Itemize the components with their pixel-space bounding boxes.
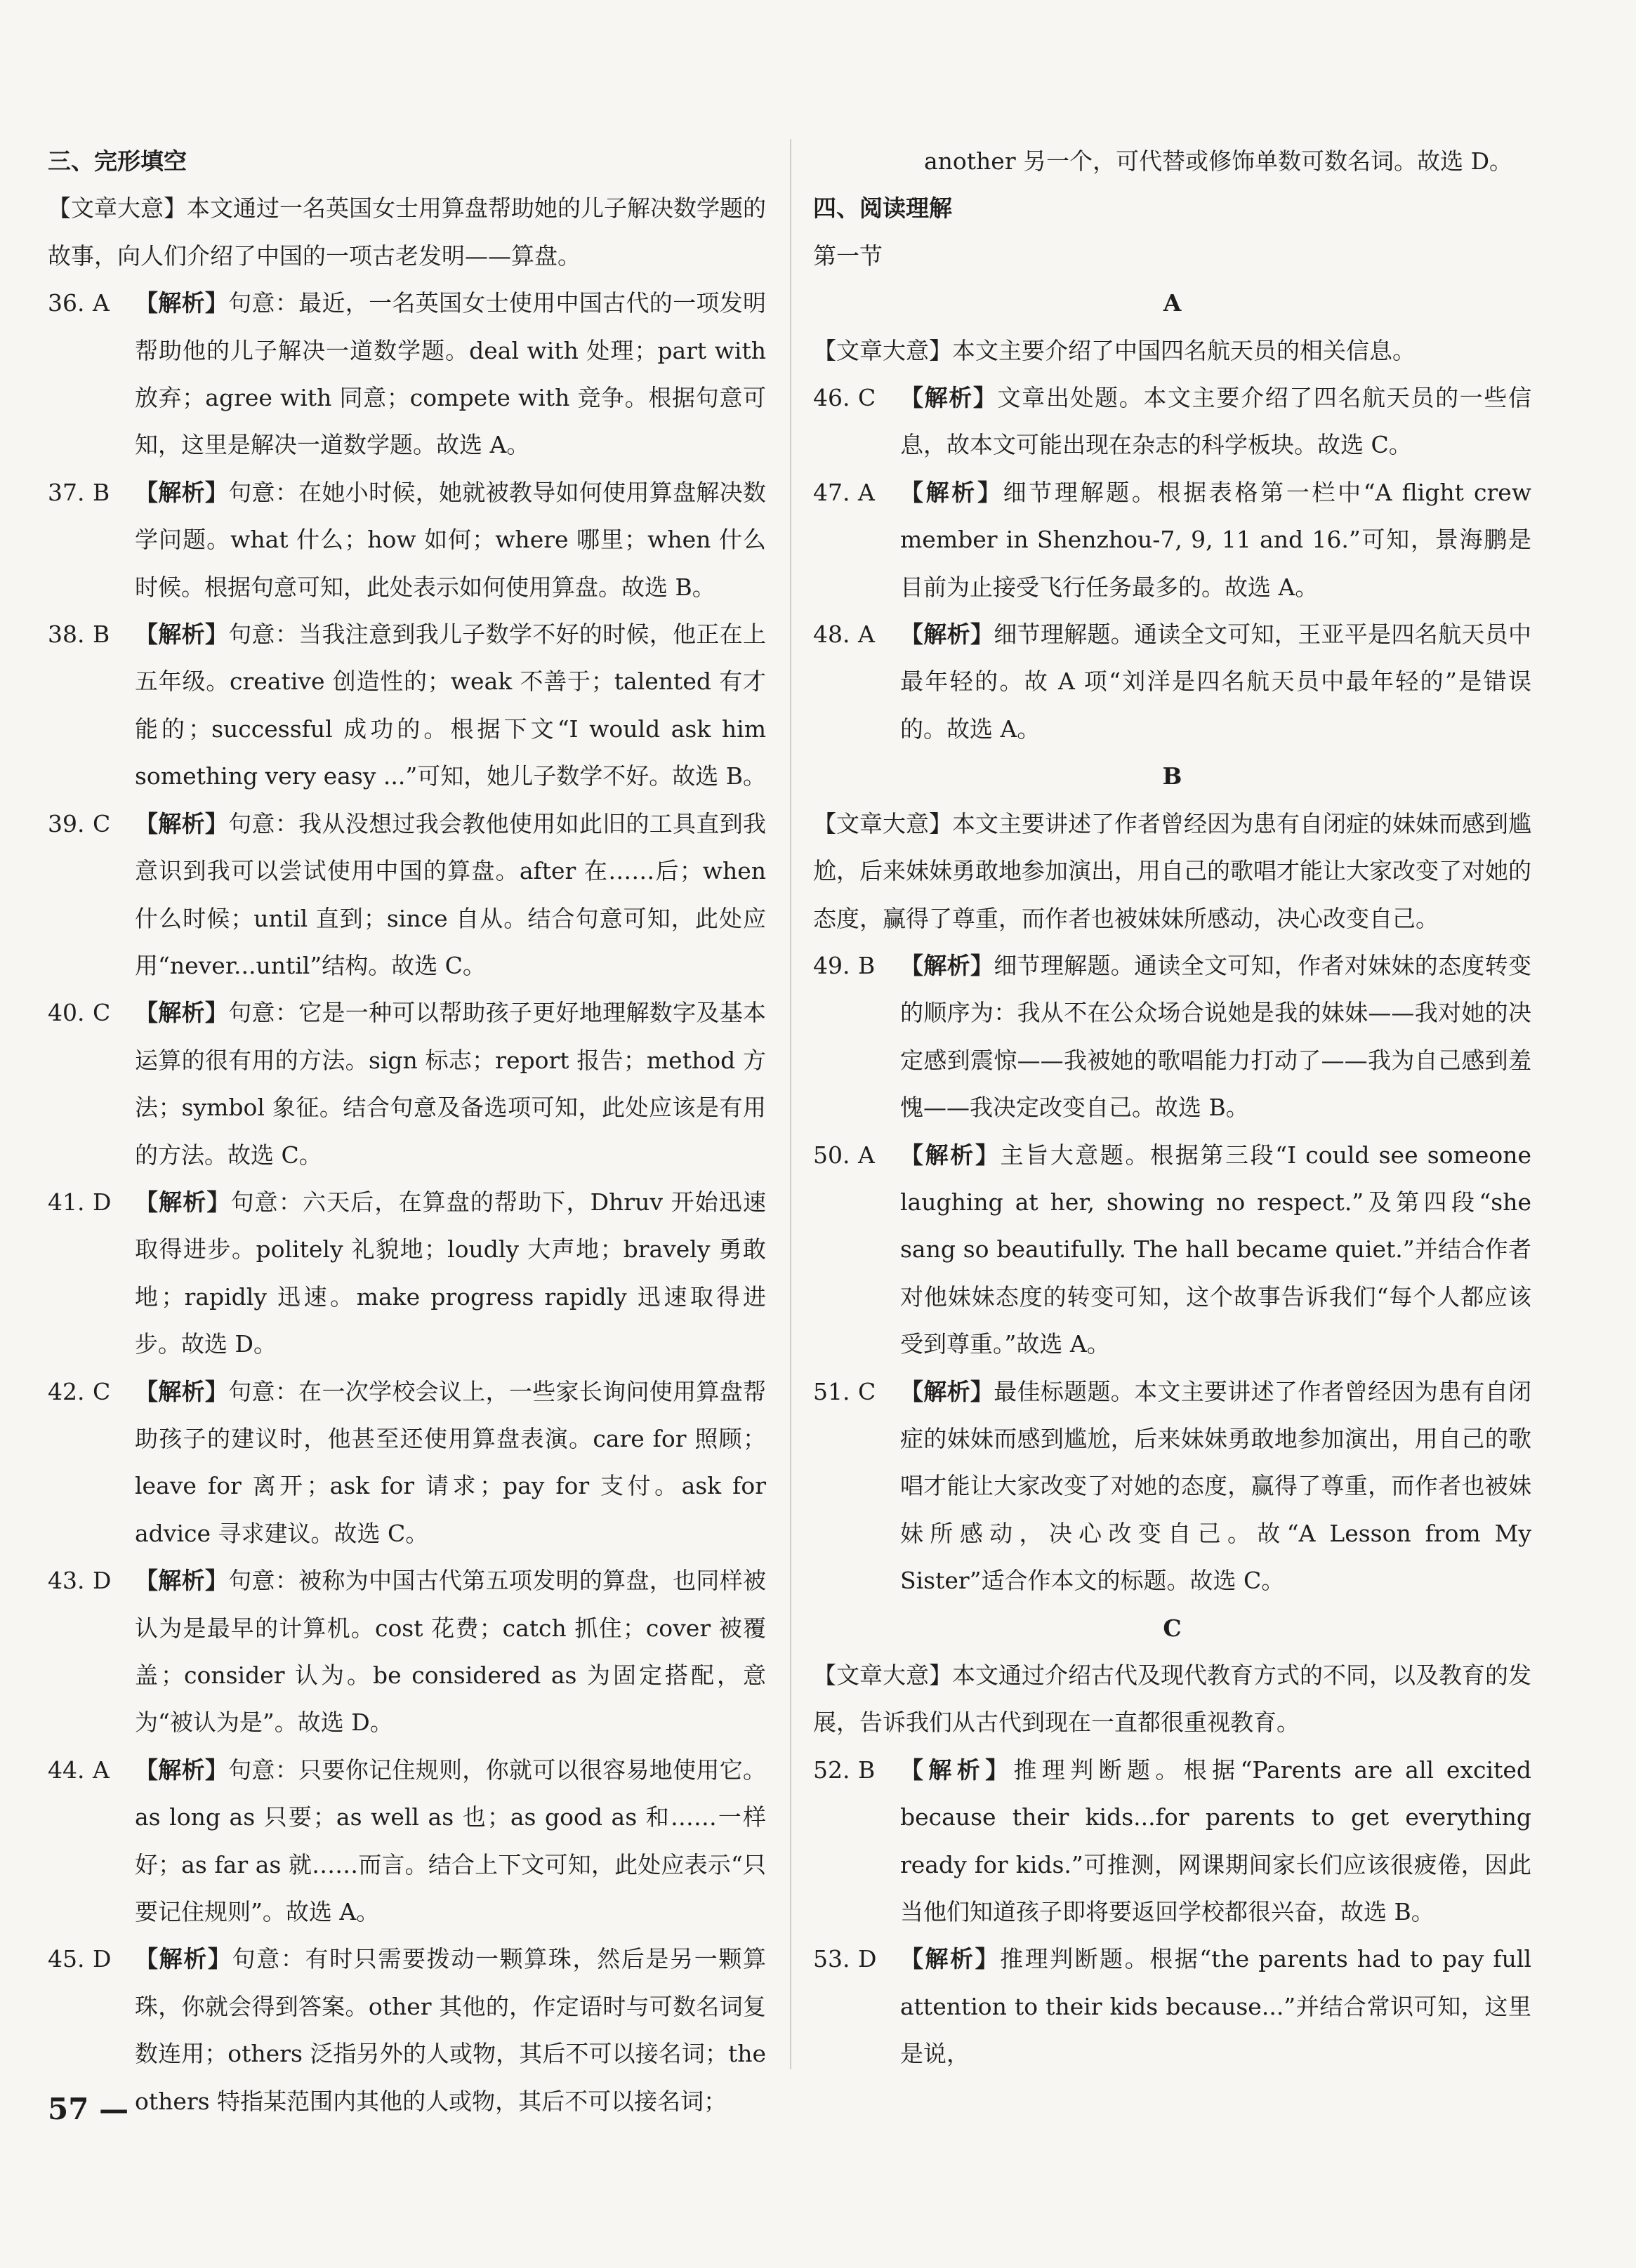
answer-option: C — [93, 999, 111, 1027]
analysis-tag: 【解析】 — [900, 1945, 1001, 1973]
answer-option: A — [93, 1756, 110, 1784]
answer-number: 44. — [48, 1756, 85, 1784]
answer-item — [813, 1935, 1531, 2077]
analysis-tag: 【解析】 — [135, 289, 229, 317]
analysis-tag: 【解析】 — [135, 999, 229, 1027]
explanation-text: 最佳标题题。本文主要讲述了作者曾经因为患有自闭症的妹妹而感到尴尬，后来妹妹勇敢地参加演出，用自己的歌唱才能让大家改变了对她的态度，赢得了尊重，而作者也被妹妹所感动，决心改变自己。故“A Lesson from My Sister”适合作本文的标题。故选 C。 — [900, 1377, 1532, 1595]
answer-option: B — [93, 621, 110, 649]
answer-number: 39. — [48, 809, 85, 837]
answer-option: A — [93, 289, 110, 317]
answer-explanation — [900, 942, 1531, 1132]
column-divider — [790, 139, 791, 2069]
answer-option: C — [93, 1377, 111, 1405]
answer-explanation — [900, 469, 1531, 611]
answer-number: 48. — [813, 621, 850, 649]
explanation-text: 主旨大意题。根据第三段“I could see someone laughing at her, showing no respect.”及第四段“she sang so beautifully. The hall became quiet.”并结合作者对他妹妹态度的转变可知，这个故事告诉我们“每个人都应该受到尊重。”故选 A。 — [900, 1141, 1531, 1358]
explanation-text: 细节理解题。通读全文可知，王亚平是四名航天员中最年轻的。故 A 项“刘洋是四名航天员中最年轻的”是错误的。故选 A。 — [900, 621, 1532, 743]
answer-number: 50. — [813, 1141, 850, 1169]
right-column — [813, 138, 1531, 2078]
answer-option: D — [93, 1567, 112, 1595]
answer-explanation — [135, 1368, 766, 1558]
answer-number: 40. — [48, 999, 85, 1027]
analysis-tag: 【解析】 — [135, 1756, 229, 1784]
analysis-tag: 【解析】 — [900, 1756, 1014, 1784]
answer-explanation — [135, 469, 766, 611]
answer-explanation — [135, 279, 766, 469]
answer-number: 38. — [48, 621, 85, 649]
analysis-tag: 【解析】 — [900, 1141, 1001, 1169]
answer-explanation — [900, 611, 1531, 752]
answer-number: 42. — [48, 1377, 85, 1405]
answer-explanation — [900, 1746, 1531, 1936]
answer-number: 36. — [48, 289, 85, 317]
answer-option: A — [858, 478, 875, 506]
explanation-text: 推理判断题。根据“the parents had to pay full attention to their kids because...”并结合常识可知，这里是说， — [900, 1945, 1531, 2068]
answer-option: A — [858, 621, 875, 649]
answer-option: D — [93, 1945, 112, 1973]
answer-explanation — [900, 1368, 1531, 1605]
analysis-tag: 【解析】 — [135, 1567, 229, 1595]
answer-item — [48, 1557, 766, 1746]
answer-option: B — [858, 951, 876, 979]
answer-continuation: another 另一个，可代替或修饰单数可数名词。故选 D。 — [924, 147, 1513, 175]
answer-option: B — [858, 1756, 876, 1784]
explanation-text: 句意：当我注意到我儿子数学不好的时候，他正在上五年级。creative 创造性的；weak 不善于；talented 有才能的；successful 成功的。根据下文“I would ask him something very easy ...”可知，她儿子数学不好。故选 B。 — [135, 621, 767, 790]
explanation-text: 细节理解题。通读全文可知，作者对妹妹的态度转变的顺序为：我从不在公众场合说她是我的妹妹——我对她的决定感到震惊——我被她的歌唱能力打动了——我为自己感到羞愧——我决定改变自己。故选 B。 — [900, 951, 1532, 1122]
passage-summary: 【文章大意】本文主要介绍了中国四名航天员的相关信息。 — [813, 336, 1416, 364]
explanation-text: 推理判断题。根据“Parents are all excited because their kids...for parents to get everything ready for kids.”可推测，网课期间家长们应该很疲倦，因此当他们知道孩子即将要返回学校都很兴奋，故选 B。 — [900, 1756, 1532, 1926]
answer-item — [48, 1746, 766, 1936]
analysis-tag: 【解析】 — [900, 478, 1003, 506]
answer-option: C — [93, 809, 111, 837]
answer-option: D — [858, 1945, 877, 1973]
explanation-text: 句意：在一次学校会议上，一些家长询问使用算盘帮助孩子的建议时，他甚至还使用算盘表演。care for 照顾；leave for 离开；ask for 请求；pay for 支付。ask for advice 寻求建议。故选 C。 — [135, 1377, 767, 1547]
explanation-text: 句意：有时只需要拨动一颗算珠，然后是另一颗算珠，你就会得到答案。other 其他的，作定语时与可数名词复数连用；others 泛指另外的人或物，其后不可以接名词；the others 特指某范围内其他的人或物，其后不可以接名词； — [135, 1945, 767, 2115]
answer-number: 51. — [813, 1377, 850, 1405]
explanation-text: 句意：只要你记住规则，你就可以很容易地使用它。as long as 只要；as well as 也；as good as 和……一样好；as far as 就……而言。结合上下文可知，此处应表示“只要记住规则”。故选 A。 — [135, 1756, 767, 1926]
answer-number: 45. — [48, 1945, 85, 1973]
answer-explanation — [135, 800, 766, 990]
answer-option: C — [858, 384, 876, 412]
passage-summary: 【文章大意】本文通过介绍古代及现代教育方式的不同，以及教育的发展，告诉我们从古代到现在一直都很重视教育。 — [813, 1662, 1531, 1737]
explanation-text: 句意：在她小时候，她就被教导如何使用算盘解决数学问题。what 什么；how 如何；where 哪里；when 什么时候。根据句意可知，此处表示如何使用算盘。故选 B。 — [135, 478, 767, 601]
passage-letter: C — [1163, 1614, 1182, 1642]
analysis-tag: 【解析】 — [135, 1377, 229, 1405]
analysis-tag: 【解析】 — [135, 621, 229, 649]
answer-item — [48, 279, 766, 469]
answer-item — [813, 1132, 1531, 1368]
section-title-cloze: 三、完形填空 — [48, 147, 187, 175]
answer-option: A — [858, 1141, 875, 1169]
answer-item — [48, 1935, 766, 2125]
answer-explanation — [135, 989, 766, 1179]
answer-item — [48, 1179, 766, 1368]
answer-option: C — [858, 1377, 876, 1405]
answer-number: 49. — [813, 951, 850, 979]
answer-explanation — [900, 1935, 1531, 2077]
section-title-reading: 四、阅读理解 — [813, 194, 952, 223]
answer-item — [48, 469, 766, 611]
answer-item — [813, 374, 1531, 469]
answer-number: 52. — [813, 1756, 850, 1784]
answer-item — [813, 1368, 1531, 1605]
explanation-text: 细节理解题。根据表格第一栏中“A flight crew member in Shenzhou-7, 9, 11 and 16.”可知，景海鹏是目前为止接受飞行任务最多的。故选 A。 — [900, 478, 1532, 601]
analysis-tag: 【解析】 — [135, 809, 229, 837]
explanation-text: 文章出处题。本文主要介绍了四名航天员的一些信息，故本文可能出现在杂志的科学板块。故选 C。 — [900, 384, 1532, 459]
answer-item — [48, 989, 766, 1179]
answer-explanation — [135, 1179, 766, 1368]
answer-number: 41. — [48, 1188, 85, 1216]
answer-option: B — [93, 478, 110, 506]
answer-explanation — [900, 374, 1531, 469]
answer-number: 43. — [48, 1567, 85, 1595]
analysis-tag: 【解析】 — [900, 1377, 994, 1405]
answer-explanation — [900, 1132, 1531, 1368]
answer-item — [813, 942, 1531, 1132]
analysis-tag: 【解析】 — [135, 1945, 232, 1973]
passage-summary: 【文章大意】本文通过一名英国女士用算盘帮助她的儿子解决数学题的故事，向人们介绍了中国的一项古老发明——算盘。 — [48, 194, 766, 270]
answer-number: 47. — [813, 478, 850, 506]
explanation-text: 句意：被称为中国古代第五项发明的算盘，也同样被认为是最早的计算机。cost 花费；catch 抓住；cover 被覆盖；consider 认为。be considered as 为固定搭配，意为“被认为是”。故选 D。 — [135, 1567, 767, 1737]
answer-explanation — [135, 611, 766, 800]
analysis-tag: 【解析】 — [900, 621, 994, 649]
answer-item — [813, 469, 1531, 611]
analysis-tag: 【解析】 — [900, 384, 998, 412]
answer-number: 37. — [48, 478, 85, 506]
answer-explanation — [135, 1557, 766, 1746]
explanation-text: 句意：最近，一名英国女士使用中国古代的一项发明帮助他的儿子解决一道数学题。deal with 处理；part with 放弃；agree with 同意；compete with 竞争。根据句意可知，这里是解决一道数学题。故选 A。 — [135, 289, 767, 459]
passage-list — [813, 279, 1531, 2077]
answer-item — [48, 1368, 766, 1558]
page-number: 57 — — [48, 2092, 129, 2126]
answer-item — [48, 611, 766, 800]
answer-item — [813, 611, 1531, 752]
answer-option: D — [93, 1188, 112, 1216]
answer-explanation — [135, 1746, 766, 1936]
answer-number: 46. — [813, 384, 850, 412]
answer-item — [48, 800, 766, 990]
answer-list — [48, 279, 766, 2125]
analysis-tag: 【解析】 — [135, 478, 229, 506]
left-column — [48, 138, 766, 2125]
passage-letter: B — [1162, 762, 1182, 790]
subsection-title: 第一节 — [813, 241, 883, 270]
analysis-tag: 【解析】 — [135, 1188, 231, 1216]
answer-number: 53. — [813, 1945, 850, 1973]
explanation-text: 句意：六天后，在算盘的帮助下，Dhruv 开始迅速取得进步。politely 礼貌地；loudly 大声地；bravely 勇敢地；rapidly 迅速。make progress rapidly 迅速取得进步。故选 D。 — [135, 1188, 767, 1358]
passage-letter: A — [1163, 289, 1182, 317]
explanation-text: 句意：我从没想过我会教他使用如此旧的工具直到我意识到我可以尝试使用中国的算盘。after 在……后；when 什么时候；until 直到；since 自从。结合句意可知，此处应用“never...until”结构。故选 C。 — [135, 809, 767, 979]
analysis-tag: 【解析】 — [900, 951, 994, 979]
explanation-text: 句意：它是一种可以帮助孩子更好地理解数字及基本运算的很有用的方法。sign 标志；report 报告；method 方法；symbol 象征。结合句意及备选项可知，此处应该是有用的方法。故选 C。 — [135, 999, 767, 1169]
passage-summary: 【文章大意】本文主要讲述了作者曾经因为患有自闭症的妹妹而感到尴尬，后来妹妹勇敢地参加演出，用自己的歌唱才能让大家改变了对她的态度，赢得了尊重，而作者也被妹妹所感动，决心改变自己。 — [813, 809, 1531, 932]
answer-item — [813, 1746, 1531, 1936]
answer-explanation — [135, 1935, 766, 2125]
